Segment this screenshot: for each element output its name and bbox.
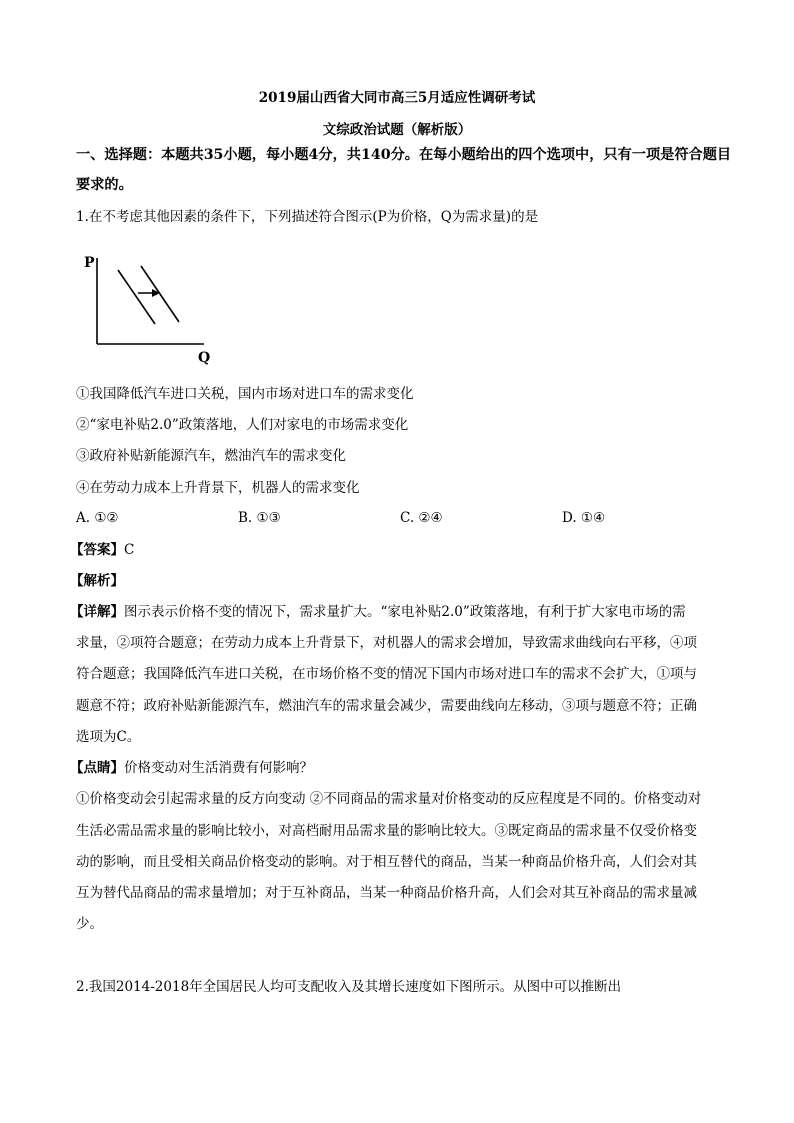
note-line-3: 动的影响，而且受相关商品价格变动的影响。对于相互替代的商品，当某一种商品价格升高，人们会对其 <box>76 854 697 870</box>
section-heading-line2: 要求的。 <box>76 177 133 193</box>
note-tag: 【点睛】 <box>70 760 124 776</box>
q1-item-1: ①我国降低汽车进口关税，国内市场对进口车的需求变化 <box>76 386 414 402</box>
detail-line-5: 选项为C。 <box>76 729 141 745</box>
analysis-tag: 【解析】 <box>70 573 124 589</box>
detail-line-4: 题意不符；政府补贴新能源汽车，燃油汽车的需求量会减少，需要曲线向左移动，③项与题意不符；正确 <box>76 698 697 714</box>
demand-shift-figure <box>80 250 220 374</box>
question-2-stem: 2.我国2014-2018年全国居民人均可支配收入及其增长速度如下图所示。从图中可以推断出 <box>76 979 622 995</box>
detail-tag: 【详解】 <box>70 604 124 620</box>
note-title: 价格变动对生活消费有何影响？ <box>124 760 313 776</box>
note-line-1: ①价格变动会引起需求量的反方向变动 ②不同商品的需求量对价格变动的反应程度是不同的。价格变动对 <box>76 791 702 807</box>
demand-shift-diagram <box>80 250 220 370</box>
question-1-stem: 1.在不考虑其他因素的条件下，下列描述符合图示(P为价格，Q为需求量)的是 <box>76 209 539 225</box>
shift-arrow-head <box>152 289 160 297</box>
answer-value: C <box>124 542 135 558</box>
note-line-5: 少。 <box>76 916 103 932</box>
q1-item-4: ④在劳动力成本上升背景下，机器人的需求变化 <box>76 480 360 496</box>
note-heading <box>70 759 313 777</box>
answer-tag: 【答案】 <box>70 542 124 558</box>
demand-curve-shifted <box>141 266 179 322</box>
q1-option-d: D. ①④ <box>562 510 606 526</box>
detail-line-3: 符合题意；我国降低汽车进口关税，在市场价格不变的情况下国内市场对进口车的需求不会扩大，①项与 <box>76 666 697 682</box>
detail-line-2: 求量，②项符合题意；在劳动力成本上升背景下，对机器人的需求会增加，导致需求曲线向右平移，④项 <box>76 635 697 651</box>
p-axis-label: P <box>84 255 95 271</box>
detail-text-1: 图示表示价格不变的情况下，需求量扩大。“家电补贴2.0”政策落地，有利于扩大家电市场的需 <box>124 604 686 620</box>
section-heading-line1: 一、选择题：本题共35小题，每小题4分，共140分。在每小题给出的四个选项中，只有一项是符合题目 <box>76 147 732 163</box>
q1-item-3: ③政府补贴新能源汽车，燃油汽车的需求变化 <box>76 448 346 464</box>
note-line-4: 互为替代品商品的需求量增加；对于互补商品，当某一种商品价格升高，人们会对其互补商品的需求量减 <box>76 885 697 901</box>
q1-option-b: B. ①③ <box>238 510 281 526</box>
answer-line <box>70 541 134 559</box>
q1-item-2: ②“家电补贴2.0”政策落地，人们对家电的市场需求变化 <box>76 417 409 433</box>
page-title: 2019届山西省大同市高三5月适应性调研考试 <box>258 90 536 106</box>
note-line-2: 生活必需品需求量的影响比较小，对高档耐用品需求量的影响比较大。③既定商品的需求量不仅受价格变 <box>76 823 697 839</box>
q-axis-label: Q <box>198 350 211 366</box>
q1-option-c: C. ②④ <box>400 510 443 526</box>
q1-option-a: A. ①② <box>76 510 119 526</box>
page-subtitle: 文综政治试题（解析版） <box>322 122 472 138</box>
detail-line-1 <box>70 603 686 621</box>
